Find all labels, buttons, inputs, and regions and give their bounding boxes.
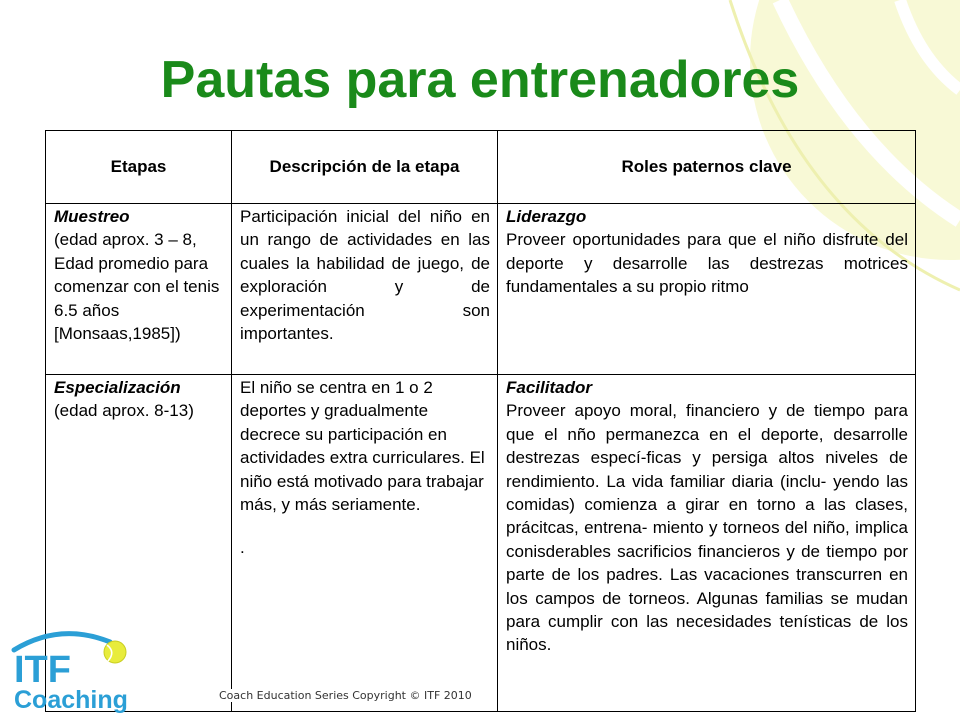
column-header-stages: Etapas xyxy=(46,131,232,204)
role-text: Proveer oportunidades para que el niño disfrute del deporte y desarrolle las destrezas motrices fundamentales a su propio ritmo xyxy=(506,230,908,297)
stage-description: El niño se centra en 1 o 2 deportes y gradualmente decrece su participación en actividades extra curriculares. El niño está motivado para trabajar más, y más seriamente. xyxy=(240,378,485,515)
stage-cell xyxy=(46,204,232,375)
slide-title: Pautas para entrenadores xyxy=(160,51,800,109)
table-header-row xyxy=(46,131,916,204)
stage-detail: (edad aprox. 8-13) xyxy=(54,401,194,421)
role-cell xyxy=(498,204,916,375)
description-cell xyxy=(232,204,498,375)
logo-sub-text: Coaching xyxy=(14,686,128,714)
stage-name: Muestreo xyxy=(54,207,130,226)
column-header-parent-roles: Roles paternos clave xyxy=(498,131,916,204)
table-row xyxy=(46,375,916,712)
table-row xyxy=(46,204,916,375)
stage-detail: (edad aprox. 3 – 8, Edad promedio para comenzar con el tenis 6.5 años [Monsaas,1985]) xyxy=(54,230,220,344)
logo-brand-text: ITF xyxy=(14,649,71,691)
stage-description-extra: . xyxy=(240,538,245,558)
role-title: Liderazgo xyxy=(506,207,587,226)
role-cell xyxy=(498,375,916,712)
stage-name: Especialización xyxy=(54,378,181,397)
role-title: Facilitador xyxy=(506,378,592,397)
role-text: Proveer apoyo moral, financiero y de tiempo para que el nño permanezca en el deporte, desarrolle destrezas especí-ficas y persiga altos niveles de rendimiento. La vida familiar diaria (inclu- yendo las comidas) comienza a girar en torno a las clases, prácitcas, entrena- miento y torneos del niño, implica conisderables sacrificios financieros y de tiempo por parte de los padres. Las vacaciones transcurren en los campos de torneos. Algunas familias se mudan para cumplir con las necesidades tenísticas de los niños. xyxy=(506,401,908,655)
copyright-footer: Coach Education Series Copyright © ITF 2010 xyxy=(219,689,472,702)
description-cell xyxy=(232,375,498,712)
column-header-description: Descripción de la etapa xyxy=(232,131,498,204)
itf-coaching-logo xyxy=(10,628,140,714)
stage-description: Participación inicial del niño en un rango de actividades en las cuales la habilidad de juego, de exploración y de experimentación son importantes. xyxy=(240,207,490,344)
stages-table xyxy=(45,130,916,712)
